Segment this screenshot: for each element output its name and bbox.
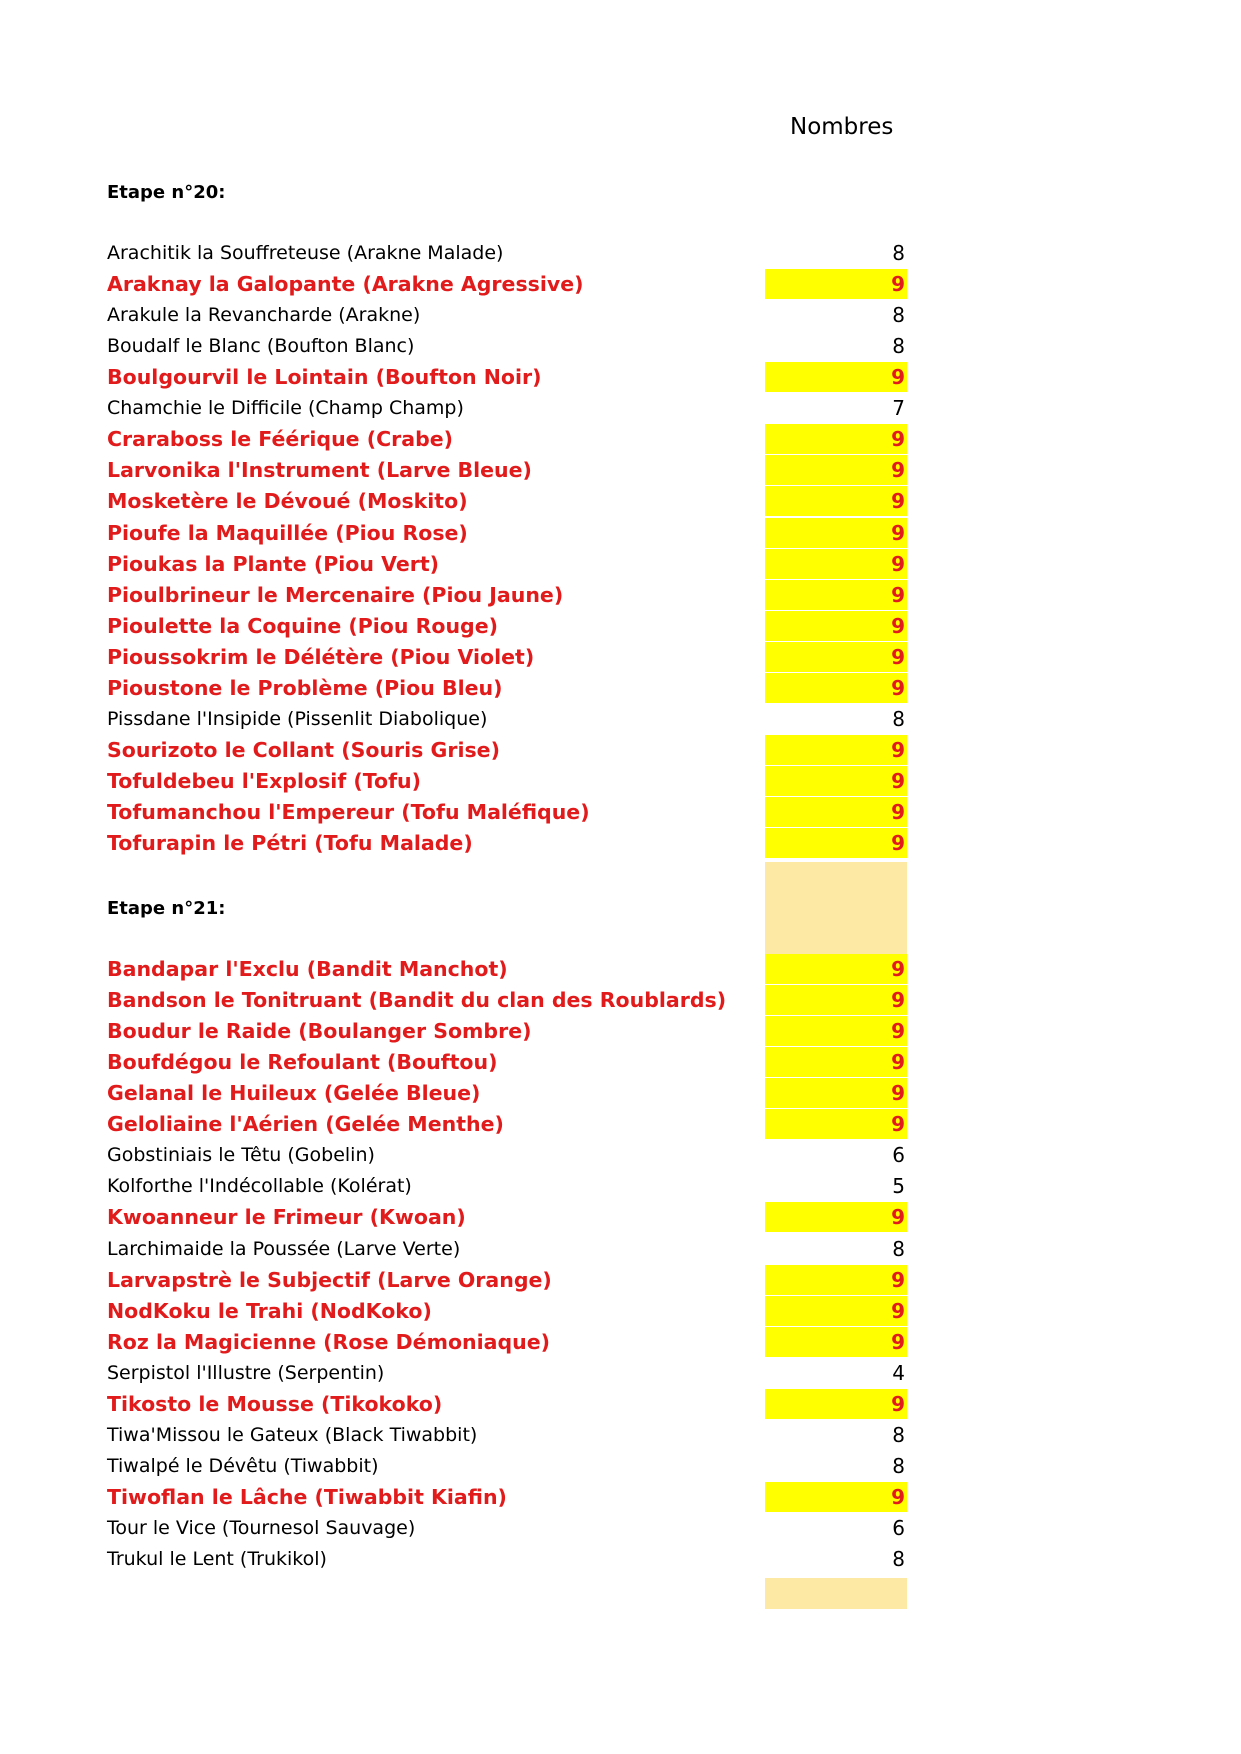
table-row [107,1513,907,1544]
monster-name: Sourizoto le Collant (Souris Grise) [107,737,500,762]
table-row [107,735,907,766]
table-row [107,486,907,517]
count-value: 9 [765,549,907,579]
count-value: 9 [765,1016,907,1046]
monster-name: Tofumanchou l'Empereur (Tofu Maléfique) [107,799,590,824]
count-value: 8 [892,1547,905,1571]
count-value: 9 [765,673,907,703]
count-value: 8 [892,1236,905,1261]
count-value: 8 [892,706,905,731]
table-row [107,362,907,393]
monster-name: Boufdégou le Refoulant (Bouftou) [107,1050,498,1075]
monster-name: Trukul le Lent (Trukikol) [107,1548,327,1570]
count-value: 4 [892,1360,905,1385]
count-value: 9 [765,954,907,984]
monster-name: Boudur le Raide (Boulanger Sombre) [107,1019,532,1044]
monster-name: Araknay la Galopante (Arakne Agressive) [107,272,584,297]
pale-cell-step21-header [765,862,907,954]
count-value: 9 [765,797,907,827]
table-row [107,269,907,300]
monster-name: Tour le Vice (Tournesol Sauvage) [107,1516,416,1539]
monster-name: Bandson le Tonitruant (Bandit du clan des Roublards) [107,988,727,1012]
count-value: 9 [765,424,907,454]
count-value: 6 [892,1515,905,1540]
monster-name: Larvonika l'Instrument (Larve Bleue) [107,458,532,483]
monster-name: Roz la Magicienne (Rose Démoniaque) [107,1329,551,1354]
table-row [107,424,907,455]
monster-name: Arachitik la Souffreteuse (Arakne Malade) [107,242,504,264]
monster-name: Pioulbrineur le Mercenaire (Piou Jaune) [107,582,564,607]
table-row [107,828,907,859]
table-row [107,766,907,797]
monster-name: Bandapar l'Exclu (Bandit Manchot) [107,957,508,981]
step-title-21: Etape n°21: [107,898,226,919]
count-value: 9 [765,611,907,641]
monster-name: Tiwoflan le Lâche (Tiwabbit Kiafin) [107,1484,507,1509]
monster-name: Chamchie le Difficile (Champ Champ) [107,397,464,420]
count-value: 9 [765,1109,907,1139]
pale-cell-step21-end [765,1578,907,1609]
count-value: 9 [765,1047,907,1077]
count-value: 9 [765,1389,907,1419]
monster-name: Kolforthe l'Indécollable (Kolérat) [107,1175,412,1198]
monster-name: Mosketère le Dévoué (Moskito) [107,489,468,514]
monster-name: Serpistol l'Illustre (Serpentin) [107,1361,385,1384]
count-value: 9 [765,1265,907,1295]
count-value: 9 [765,1078,907,1108]
monster-name: Pioussokrim le Délétère (Piou Violet) [107,644,535,669]
table-row [107,1389,907,1420]
count-value: 9 [765,828,907,858]
monster-name: Tikosto le Mousse (Tikokoko) [107,1391,443,1416]
count-value: 6 [892,1143,905,1168]
monster-name: Tofurapin le Pétri (Tofu Malade) [107,831,473,855]
table-row [107,518,907,549]
count-value: 9 [765,642,907,672]
table-row [107,642,907,673]
table-row [107,1265,907,1296]
monster-name: NodKoku le Trahi (NodKoko) [107,1298,432,1323]
monster-name: Larvapstrè le Subjectif (Larve Orange) [107,1267,552,1292]
monster-name: Larchimaide la Poussée (Larve Verte) [107,1237,461,1260]
count-value: 9 [765,1482,907,1512]
monster-name: Gobstiniais le Têtu (Gobelin) [107,1144,375,1167]
count-value: 8 [892,303,905,328]
monster-name: Gelanal le Huileux (Gelée Bleue) [107,1081,481,1106]
table-row [107,331,907,362]
count-value: 9 [765,735,907,765]
count-value: 8 [892,334,905,359]
count-value: 9 [765,362,907,392]
monster-name: Pioustone le Problème (Piou Bleu) [107,675,503,700]
count-value: 8 [892,241,905,265]
monster-name: Boudalf le Blanc (Boufton Blanc) [107,335,415,358]
table-row [107,1482,907,1513]
column-header-nombres: Nombres [790,114,894,140]
monster-name: Tiwa'Missou le Gateux (Black Tiwabbit) [107,1423,478,1446]
table-row [107,393,907,424]
monster-name: Tofuldebeu l'Explosif (Tofu) [107,768,421,793]
count-value: 9 [765,518,907,548]
table-row [107,238,907,269]
count-value: 5 [892,1174,905,1199]
count-value: 8 [892,1453,905,1478]
table-row [107,1078,907,1109]
count-value: 8 [892,1422,905,1447]
count-value: 9 [765,1296,907,1326]
table-row [107,1296,907,1327]
table-row [107,455,907,486]
table-row [107,1109,907,1140]
count-value: 9 [765,269,907,299]
table-row [107,1047,907,1078]
count-value: 9 [765,766,907,796]
table-row [107,1358,907,1389]
table-row [107,1140,907,1171]
table-row [107,985,907,1016]
monster-name: Pioulette la Coquine (Piou Rouge) [107,613,499,638]
table-row [107,704,907,735]
table-row [107,1327,907,1358]
monster-name: Pioukas la Plante (Piou Vert) [107,551,440,576]
monster-name: Pioufe la Maquillée (Piou Rose) [107,520,468,545]
count-value: 9 [765,486,907,516]
table-row [107,611,907,642]
table-row [107,1544,907,1575]
monster-name: Craraboss le Féérique (Crabe) [107,427,454,452]
monster-name: Geloliaine l'Aérien (Gelée Menthe) [107,1112,504,1137]
table-row [107,1171,907,1202]
count-value: 9 [765,1327,907,1357]
monster-name: Pissdane l'Insipide (Pissenlit Diabolique) [107,707,488,730]
count-value: 9 [765,985,907,1015]
monster-name: Arakule la Revancharde (Arakne) [107,304,421,327]
table-row [107,549,907,580]
table-row [107,1451,907,1482]
count-value: 9 [765,1202,907,1232]
table-row [107,1016,907,1047]
monster-name: Kwoanneur le Frimeur (Kwoan) [107,1205,466,1230]
table-row [107,673,907,704]
table-row [107,954,907,985]
table-row [107,580,907,611]
table-row [107,300,907,331]
count-value: 9 [765,455,907,485]
count-value: 9 [765,580,907,610]
monster-name: Boulgourvil le Lointain (Boufton Noir) [107,365,542,390]
monster-name: Tiwalpé le Dévêtu (Tiwabbit) [107,1454,379,1477]
table-row [107,797,907,828]
table-row [107,1420,907,1451]
table-row [107,1234,907,1265]
table-row [107,1202,907,1233]
step-title-20: Etape n°20: [107,182,226,203]
count-value: 7 [892,396,905,421]
